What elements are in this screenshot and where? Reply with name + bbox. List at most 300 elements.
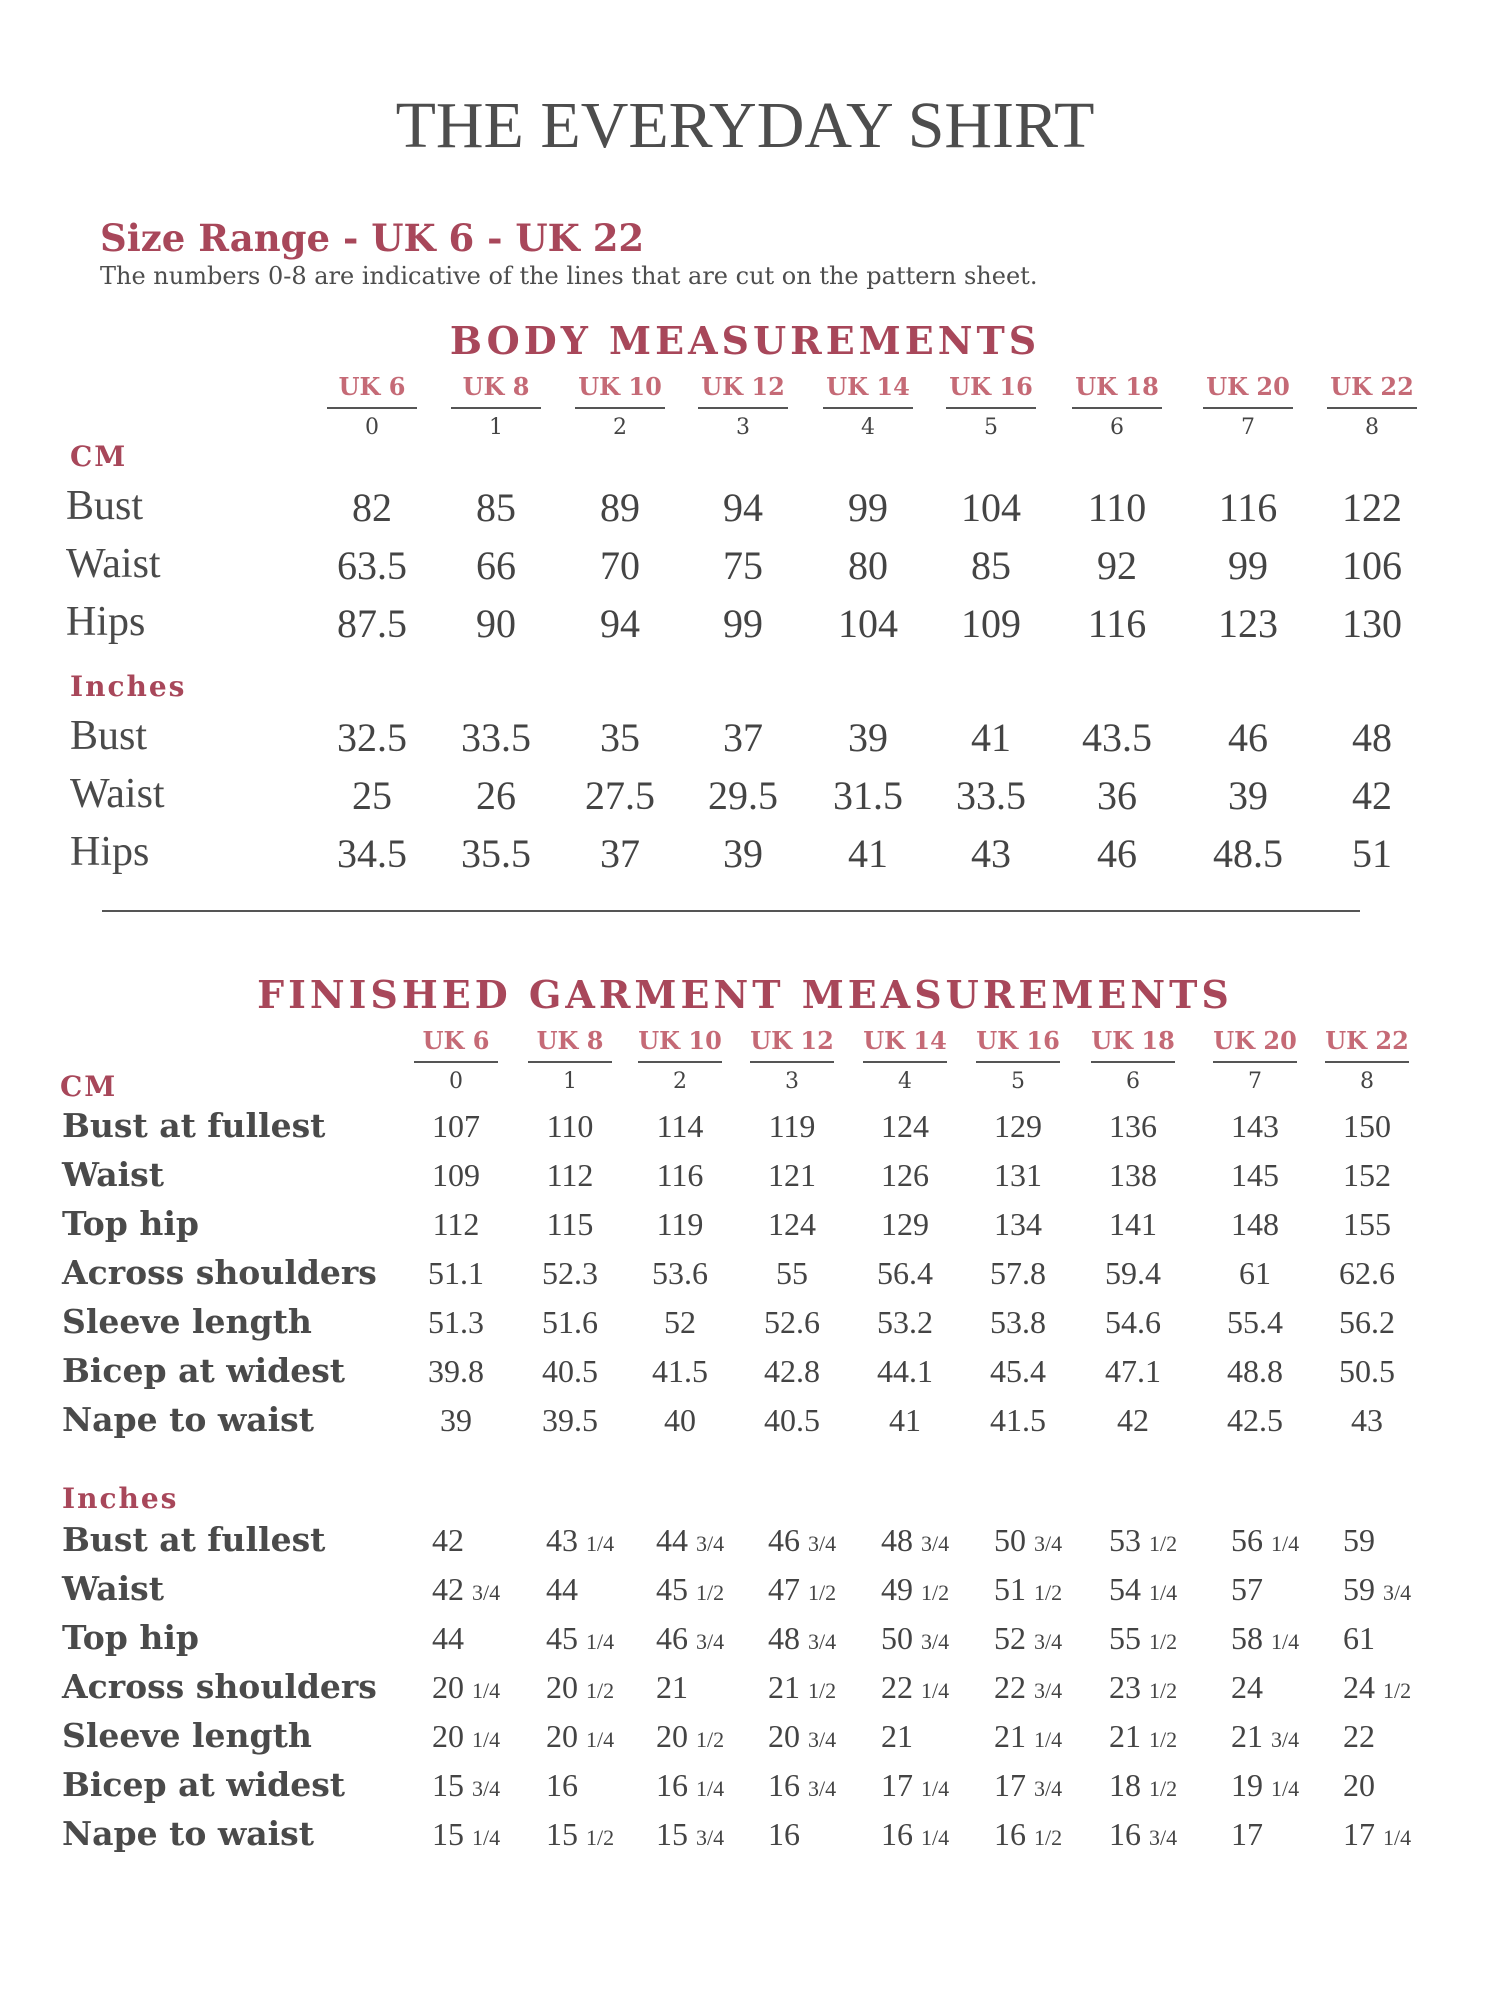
fraction-inches: 1/4 xyxy=(586,1531,615,1556)
fraction-inches: 3/4 xyxy=(472,1580,501,1605)
table-cell: 152 xyxy=(1343,1157,1391,1193)
whole-inches: 51 xyxy=(994,1571,1026,1607)
table-cell: 39.8 xyxy=(428,1353,484,1389)
size-underline xyxy=(575,407,665,409)
size-column-header xyxy=(436,372,556,440)
table-cell: 99 xyxy=(848,485,888,530)
pattern-line-number: 3 xyxy=(785,1069,799,1094)
fraction-inches: 1/2 xyxy=(696,1727,725,1752)
whole-inches: 20 xyxy=(656,1718,688,1754)
size-underline xyxy=(946,407,1036,409)
table-cell: 52 xyxy=(664,1304,696,1340)
fraction-inches: 1/4 xyxy=(921,1776,950,1801)
table-cell: 31.5 xyxy=(833,773,903,818)
size-label: UK 16 xyxy=(949,372,1033,401)
table-cell: 42.5 xyxy=(1227,1402,1283,1438)
table-cell xyxy=(994,1767,1062,1804)
table-cell xyxy=(768,1767,836,1804)
whole-inches: 18 xyxy=(1109,1767,1141,1803)
table-cell: 25 xyxy=(352,773,392,818)
fraction-inches: 1/4 xyxy=(472,1678,501,1703)
fraction-inches: 3/4 xyxy=(921,1629,950,1654)
table-cell: 34.5 xyxy=(337,831,407,876)
table-cell: 48.8 xyxy=(1227,1353,1283,1389)
size-label: UK 18 xyxy=(1075,372,1159,401)
table-cell: 94 xyxy=(600,601,640,646)
table-cell: 106 xyxy=(1342,543,1402,588)
size-label: UK 14 xyxy=(863,1026,947,1055)
fraction-inches: 1/2 xyxy=(586,1678,615,1703)
table-cell: 42.8 xyxy=(764,1353,820,1389)
size-label: UK 22 xyxy=(1325,1026,1409,1055)
fraction-inches: 1/2 xyxy=(1149,1629,1178,1654)
table-cell xyxy=(994,1620,1062,1657)
fraction-inches: 1/4 xyxy=(1271,1531,1300,1556)
size-column-header xyxy=(396,1026,516,1094)
pattern-note: The numbers 0-8 are indicative of the lines that are cut on the pattern sheet. xyxy=(100,262,1038,290)
table-cell: 43 xyxy=(971,831,1011,876)
table-cell: 57.8 xyxy=(990,1255,1046,1291)
table-cell xyxy=(1343,1767,1375,1804)
table-cell: 110 xyxy=(1087,485,1147,530)
table-cell xyxy=(994,1718,1062,1755)
size-underline xyxy=(698,407,788,409)
size-column-header xyxy=(1195,1026,1315,1094)
fraction-inches: 3/4 xyxy=(1149,1825,1178,1850)
table-cell: 136 xyxy=(1109,1108,1157,1144)
size-column-header xyxy=(1188,372,1308,440)
fraction-inches: 1/2 xyxy=(1149,1531,1178,1556)
table-cell: 109 xyxy=(432,1157,480,1193)
table-cell xyxy=(432,1816,500,1853)
table-cell: 43 xyxy=(1351,1402,1383,1438)
table-cell: 66 xyxy=(476,543,516,588)
whole-inches: 50 xyxy=(994,1522,1026,1558)
whole-inches: 44 xyxy=(656,1522,688,1558)
whole-inches: 49 xyxy=(881,1571,913,1607)
size-label: UK 20 xyxy=(1213,1026,1297,1055)
row-label: Bicep at widest xyxy=(62,1765,346,1804)
table-cell: 99 xyxy=(723,601,763,646)
pattern-line-number: 5 xyxy=(1011,1069,1025,1094)
row-label: Bust xyxy=(66,483,144,529)
fraction-inches: 3/4 xyxy=(1034,1531,1063,1556)
table-cell: 124 xyxy=(768,1206,816,1242)
whole-inches: 50 xyxy=(881,1620,913,1656)
whole-inches: 54 xyxy=(1109,1571,1141,1607)
table-cell: 43.5 xyxy=(1082,715,1152,760)
size-underline xyxy=(1325,1061,1409,1063)
table-cell: 131 xyxy=(994,1157,1042,1193)
fraction-inches: 3/4 xyxy=(696,1825,725,1850)
pattern-line-number: 1 xyxy=(563,1069,577,1094)
body-measurements-heading: BODY MEASUREMENTS xyxy=(449,318,1041,363)
size-label: UK 18 xyxy=(1091,1026,1175,1055)
fraction-inches: 1/4 xyxy=(586,1727,615,1752)
table-cell: 53.2 xyxy=(877,1304,933,1340)
fraction-inches: 3/4 xyxy=(1034,1776,1063,1801)
table-cell: 123 xyxy=(1218,601,1278,646)
pattern-line-number: 4 xyxy=(861,415,875,440)
row-label: Bust xyxy=(70,713,148,759)
table-cell xyxy=(768,1522,836,1559)
whole-inches: 46 xyxy=(768,1522,800,1558)
whole-inches: 44 xyxy=(432,1620,464,1656)
fraction-inches: 3/4 xyxy=(696,1531,725,1556)
fraction-inches: 1/2 xyxy=(808,1678,837,1703)
size-underline xyxy=(1203,407,1293,409)
table-cell xyxy=(1109,1571,1177,1608)
row-label: Hips xyxy=(70,829,150,875)
table-cell: 41.5 xyxy=(652,1353,708,1389)
fraction-inches: 1/2 xyxy=(1149,1678,1178,1703)
whole-inches: 44 xyxy=(546,1571,578,1607)
table-cell xyxy=(432,1767,500,1804)
whole-inches: 20 xyxy=(432,1718,464,1754)
table-cell: 112 xyxy=(432,1206,480,1242)
size-column-header xyxy=(732,1026,852,1094)
table-cell: 48 xyxy=(1352,715,1392,760)
table-cell: 37 xyxy=(723,715,763,760)
size-column-header xyxy=(845,1026,965,1094)
table-cell xyxy=(1343,1571,1411,1608)
table-cell: 129 xyxy=(994,1108,1042,1144)
table-cell: 41 xyxy=(971,715,1011,760)
whole-inches: 16 xyxy=(656,1767,688,1803)
whole-inches: 16 xyxy=(768,1767,800,1803)
table-cell: 116 xyxy=(1087,601,1147,646)
pattern-line-number: 5 xyxy=(984,415,998,440)
pattern-line-number: 0 xyxy=(365,415,379,440)
table-cell xyxy=(1231,1767,1299,1804)
whole-inches: 42 xyxy=(432,1571,464,1607)
table-cell: 119 xyxy=(656,1206,704,1242)
fraction-inches: 3/4 xyxy=(1034,1629,1063,1654)
table-cell xyxy=(656,1816,724,1853)
table-cell: 50.5 xyxy=(1339,1353,1395,1389)
garment-cm-label: CM xyxy=(60,1070,118,1103)
table-cell: 94 xyxy=(723,485,763,530)
table-cell xyxy=(546,1767,578,1804)
table-cell xyxy=(432,1571,500,1608)
fraction-inches: 3/4 xyxy=(696,1629,725,1654)
fraction-inches: 1/4 xyxy=(1383,1825,1412,1850)
table-cell xyxy=(768,1571,836,1608)
table-cell: 48.5 xyxy=(1213,831,1283,876)
whole-inches: 45 xyxy=(546,1620,578,1656)
size-label: UK 20 xyxy=(1206,372,1290,401)
whole-inches: 16 xyxy=(546,1767,578,1803)
table-cell: 126 xyxy=(881,1157,929,1193)
table-cell xyxy=(546,1571,578,1608)
table-cell xyxy=(768,1620,836,1657)
size-label: UK 6 xyxy=(422,1026,490,1055)
table-cell xyxy=(994,1571,1062,1608)
table-cell: 63.5 xyxy=(337,543,407,588)
whole-inches: 20 xyxy=(546,1669,578,1705)
table-cell: 122 xyxy=(1342,485,1402,530)
whole-inches: 48 xyxy=(768,1620,800,1656)
size-underline xyxy=(327,407,417,409)
table-cell: 150 xyxy=(1343,1108,1391,1144)
whole-inches: 23 xyxy=(1109,1669,1141,1705)
whole-inches: 15 xyxy=(656,1816,688,1852)
pattern-line-number: 8 xyxy=(1360,1069,1374,1094)
size-label: UK 8 xyxy=(462,372,530,401)
whole-inches: 16 xyxy=(768,1816,800,1852)
size-underline xyxy=(823,407,913,409)
table-cell: 54.6 xyxy=(1105,1304,1161,1340)
size-column-header xyxy=(931,372,1051,440)
size-label: UK 8 xyxy=(536,1026,604,1055)
whole-inches: 58 xyxy=(1231,1620,1263,1656)
table-cell: 44.1 xyxy=(877,1353,933,1389)
table-cell xyxy=(1231,1669,1263,1706)
whole-inches: 21 xyxy=(881,1718,913,1754)
size-underline xyxy=(1213,1061,1297,1063)
table-cell: 39 xyxy=(440,1402,472,1438)
whole-inches: 19 xyxy=(1231,1767,1263,1803)
fraction-inches: 1/4 xyxy=(472,1727,501,1752)
fraction-inches: 3/4 xyxy=(808,1531,837,1556)
size-column-header xyxy=(683,372,803,440)
table-cell xyxy=(432,1522,464,1559)
row-label: Waist xyxy=(66,541,161,587)
size-column-header xyxy=(312,372,432,440)
size-column-header xyxy=(1073,1026,1193,1094)
table-cell: 62.6 xyxy=(1339,1255,1395,1291)
pattern-line-number: 6 xyxy=(1110,415,1124,440)
table-cell xyxy=(1343,1816,1411,1853)
table-cell: 36 xyxy=(1097,773,1137,818)
fraction-inches: 3/4 xyxy=(1034,1678,1063,1703)
size-underline xyxy=(528,1061,612,1063)
pattern-line-number: 6 xyxy=(1126,1069,1140,1094)
table-cell: 39.5 xyxy=(542,1402,598,1438)
table-cell: 134 xyxy=(994,1206,1042,1242)
table-cell xyxy=(432,1718,500,1755)
table-cell xyxy=(1109,1620,1177,1657)
table-cell xyxy=(432,1669,500,1706)
pattern-line-number: 0 xyxy=(449,1069,463,1094)
size-underline xyxy=(414,1061,498,1063)
pattern-line-number: 7 xyxy=(1241,415,1255,440)
table-cell xyxy=(432,1620,464,1657)
size-label: UK 14 xyxy=(826,372,910,401)
whole-inches: 47 xyxy=(768,1571,800,1607)
whole-inches: 21 xyxy=(1109,1718,1141,1754)
section-divider xyxy=(102,910,1360,912)
row-label: Waist xyxy=(70,771,165,817)
pattern-line-number: 7 xyxy=(1248,1069,1262,1094)
table-cell xyxy=(546,1620,614,1657)
table-cell: 51.3 xyxy=(428,1304,484,1340)
table-cell xyxy=(994,1669,1062,1706)
fraction-inches: 1/4 xyxy=(1271,1776,1300,1801)
table-cell: 148 xyxy=(1231,1206,1279,1242)
table-cell xyxy=(1343,1522,1375,1559)
fraction-inches: 1/4 xyxy=(921,1825,950,1850)
row-label: Waist xyxy=(62,1155,164,1194)
fraction-inches: 1/2 xyxy=(586,1825,615,1850)
size-underline xyxy=(1091,1061,1175,1063)
fraction-inches: 3/4 xyxy=(1271,1727,1300,1752)
table-cell: 129 xyxy=(881,1206,929,1242)
table-cell xyxy=(546,1669,614,1706)
size-label: UK 12 xyxy=(701,372,785,401)
whole-inches: 15 xyxy=(432,1816,464,1852)
table-cell xyxy=(656,1522,724,1559)
table-cell: 87.5 xyxy=(337,601,407,646)
table-cell: 141 xyxy=(1109,1206,1157,1242)
whole-inches: 59 xyxy=(1343,1522,1375,1558)
table-cell: 119 xyxy=(768,1108,816,1144)
table-cell xyxy=(768,1816,800,1853)
fraction-inches: 3/4 xyxy=(808,1727,837,1752)
table-cell xyxy=(994,1522,1062,1559)
table-cell: 80 xyxy=(848,543,888,588)
whole-inches: 20 xyxy=(546,1718,578,1754)
table-cell: 130 xyxy=(1342,601,1402,646)
table-cell xyxy=(1109,1522,1177,1559)
table-cell: 85 xyxy=(476,485,516,530)
table-cell: 104 xyxy=(961,485,1021,530)
pattern-line-number: 2 xyxy=(673,1069,687,1094)
row-label: Top hip xyxy=(62,1204,199,1243)
table-cell: 116 xyxy=(656,1157,704,1193)
fraction-inches: 1/2 xyxy=(1149,1727,1178,1752)
table-cell: 70 xyxy=(600,543,640,588)
table-cell: 115 xyxy=(546,1206,594,1242)
table-cell xyxy=(768,1669,836,1706)
pattern-line-number: 3 xyxy=(736,415,750,440)
table-cell: 33.5 xyxy=(956,773,1026,818)
size-underline xyxy=(1327,407,1417,409)
whole-inches: 57 xyxy=(1231,1571,1263,1607)
table-cell: 39 xyxy=(1228,773,1268,818)
body-inches-label: Inches xyxy=(70,670,187,703)
size-column-header xyxy=(1307,1026,1427,1094)
whole-inches: 17 xyxy=(994,1767,1026,1803)
table-cell: 61 xyxy=(1239,1255,1271,1291)
table-cell: 33.5 xyxy=(461,715,531,760)
fraction-inches: 1/4 xyxy=(1034,1727,1063,1752)
whole-inches: 16 xyxy=(881,1816,913,1852)
whole-inches: 16 xyxy=(1109,1816,1141,1852)
row-label: Top hip xyxy=(62,1618,199,1657)
garment-measurements-heading: FINISHED GARMENT MEASUREMENTS xyxy=(257,972,1233,1017)
table-cell xyxy=(768,1718,836,1755)
table-cell xyxy=(1231,1620,1299,1657)
table-cell xyxy=(656,1669,688,1706)
row-label: Waist xyxy=(62,1569,164,1608)
fraction-inches: 3/4 xyxy=(472,1776,501,1801)
whole-inches: 52 xyxy=(994,1620,1026,1656)
table-cell xyxy=(1343,1620,1375,1657)
table-cell: 37 xyxy=(600,831,640,876)
table-cell: 90 xyxy=(476,601,516,646)
whole-inches: 22 xyxy=(881,1669,913,1705)
table-cell xyxy=(1109,1669,1177,1706)
fraction-inches: 1/2 xyxy=(1149,1776,1178,1801)
table-cell xyxy=(1109,1816,1177,1853)
whole-inches: 20 xyxy=(768,1718,800,1754)
table-cell: 52.6 xyxy=(764,1304,820,1340)
table-cell: 26 xyxy=(476,773,516,818)
whole-inches: 56 xyxy=(1231,1522,1263,1558)
table-cell: 121 xyxy=(768,1157,816,1193)
table-cell xyxy=(546,1718,614,1755)
fraction-inches: 3/4 xyxy=(1383,1580,1412,1605)
row-label: Nape to waist xyxy=(62,1400,314,1439)
table-cell xyxy=(656,1718,724,1755)
pattern-line-number: 8 xyxy=(1365,415,1379,440)
table-cell xyxy=(881,1522,949,1559)
table-cell: 92 xyxy=(1097,543,1137,588)
table-cell: 39 xyxy=(848,715,888,760)
table-cell: 112 xyxy=(546,1157,594,1193)
size-label: UK 12 xyxy=(750,1026,834,1055)
size-underline xyxy=(1072,407,1162,409)
table-cell: 42 xyxy=(1117,1402,1149,1438)
pattern-line-number: 1 xyxy=(489,415,503,440)
table-cell: 27.5 xyxy=(585,773,655,818)
table-cell xyxy=(546,1816,614,1853)
fraction-inches: 1/2 xyxy=(808,1580,837,1605)
whole-inches: 21 xyxy=(994,1718,1026,1754)
size-label: UK 16 xyxy=(976,1026,1060,1055)
table-cell: 99 xyxy=(1228,543,1268,588)
size-underline xyxy=(451,407,541,409)
table-cell xyxy=(1109,1767,1177,1804)
size-label: UK 6 xyxy=(338,372,406,401)
table-cell xyxy=(656,1767,724,1804)
table-cell: 40 xyxy=(664,1402,696,1438)
table-cell: 56.2 xyxy=(1339,1304,1395,1340)
whole-inches: 22 xyxy=(1343,1718,1375,1754)
row-label: Bicep at widest xyxy=(62,1351,346,1390)
size-column-header xyxy=(620,1026,740,1094)
table-cell: 46 xyxy=(1097,831,1137,876)
table-cell: 40.5 xyxy=(542,1353,598,1389)
whole-inches: 16 xyxy=(994,1816,1026,1852)
table-cell: 29.5 xyxy=(708,773,778,818)
table-cell: 42 xyxy=(1352,773,1392,818)
table-cell xyxy=(1231,1816,1263,1853)
whole-inches: 53 xyxy=(1109,1522,1141,1558)
size-underline xyxy=(750,1061,834,1063)
table-cell xyxy=(656,1571,724,1608)
table-cell: 35.5 xyxy=(461,831,531,876)
fraction-inches: 1/4 xyxy=(921,1678,950,1703)
table-cell: 52.3 xyxy=(542,1255,598,1291)
table-cell: 55 xyxy=(776,1255,808,1291)
table-cell: 56.4 xyxy=(877,1255,933,1291)
size-underline xyxy=(976,1061,1060,1063)
table-cell xyxy=(881,1816,949,1853)
table-cell: 41.5 xyxy=(990,1402,1046,1438)
table-cell xyxy=(546,1522,614,1559)
fraction-inches: 3/4 xyxy=(808,1629,837,1654)
whole-inches: 24 xyxy=(1231,1669,1263,1705)
pattern-line-number: 2 xyxy=(613,415,627,440)
size-column-header xyxy=(510,1026,630,1094)
table-cell: 145 xyxy=(1231,1157,1279,1193)
whole-inches: 20 xyxy=(1343,1767,1375,1803)
row-label: Sleeve length xyxy=(62,1716,312,1755)
table-cell xyxy=(994,1816,1062,1853)
table-cell xyxy=(1231,1522,1299,1559)
